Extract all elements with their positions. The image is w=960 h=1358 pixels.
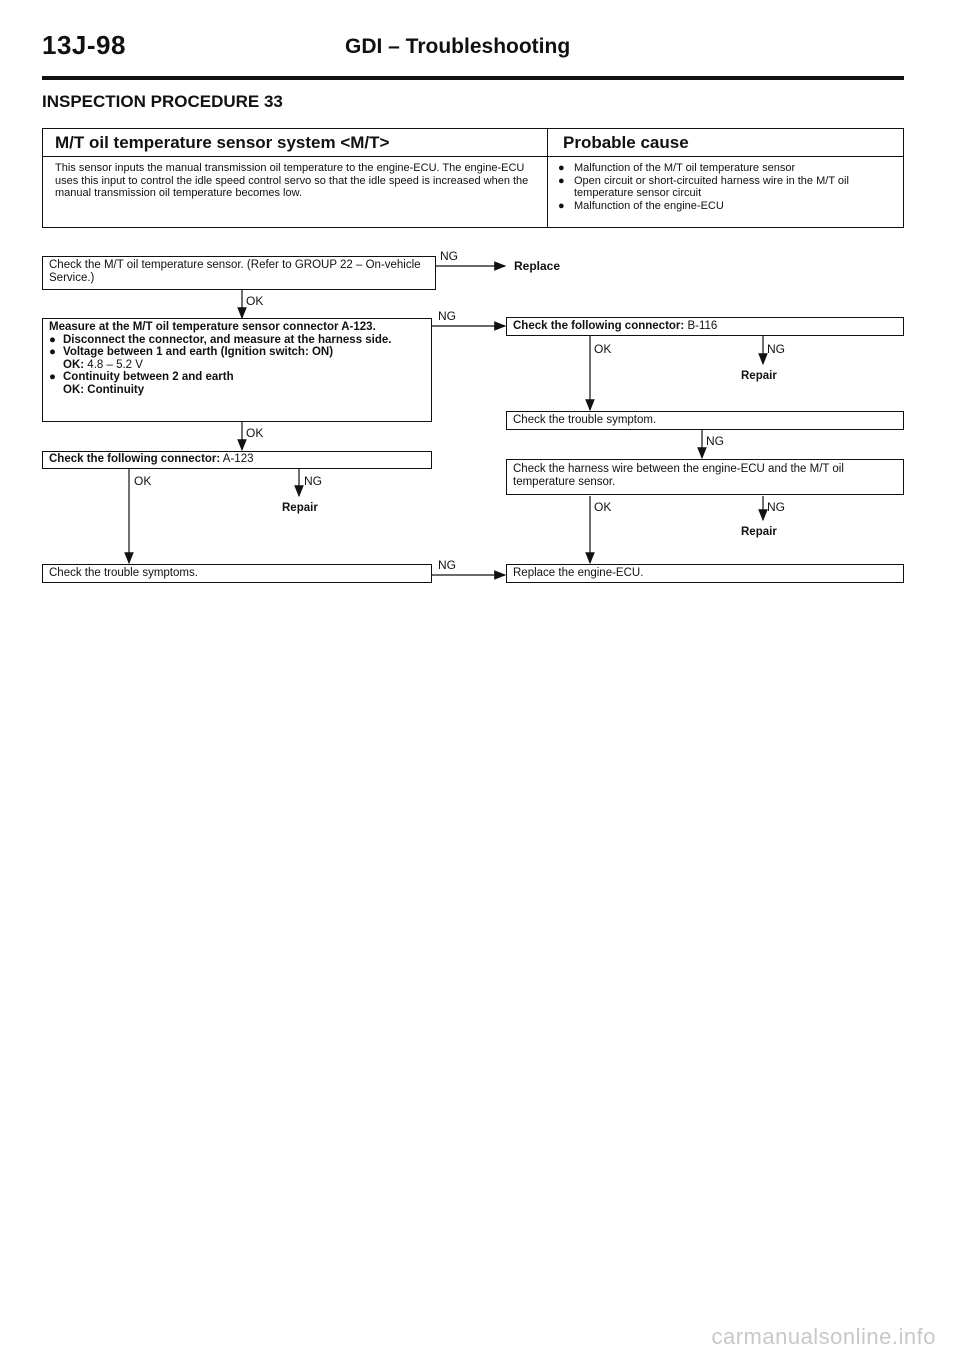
ok-label: OK xyxy=(246,294,264,308)
ng-label: NG xyxy=(706,434,724,448)
check-connector-a123-step: Check the following connector: A-123 xyxy=(42,451,432,469)
watermark: carmanualsonline.info xyxy=(711,1324,936,1349)
ng-label: NG xyxy=(767,500,785,514)
procedure-title: INSPECTION PROCEDURE 33 xyxy=(42,92,283,111)
cause-item: ● Open circuit or short-circuited harness wire in the M/T oil temperature sensor circuit xyxy=(558,174,849,199)
check-harness-step: Check the harness wire between the engine-ECU and the M/T oil temperature sensor. xyxy=(506,459,904,495)
check-trouble-symptoms-step: Check the trouble symptoms. xyxy=(42,564,432,583)
system-heading: M/T oil temperature sensor system <M/T> xyxy=(43,129,548,157)
cause-item: ● Malfunction of the engine-ECU xyxy=(558,199,724,212)
ok-label: OK xyxy=(594,342,612,356)
section-title: GDI – Troubleshooting xyxy=(345,35,571,58)
ok-criterion: OK: Continuity xyxy=(63,383,145,396)
bullet-item: ● Continuity between 2 and earth xyxy=(49,371,234,383)
check-connector-b116-step: Check the following connector: B-116 xyxy=(506,317,904,336)
measure-title: Measure at the M/T oil temperature sensor connector A-123. xyxy=(49,321,376,333)
page-number: 13J-98 xyxy=(42,30,126,60)
bullet-item: ● Disconnect the connector, and measure at the harness side. xyxy=(49,333,392,346)
replace-label: Replace xyxy=(514,259,561,273)
replace-ecu-step: Replace the engine-ECU. xyxy=(506,564,904,583)
probable-cause-heading: Probable cause xyxy=(548,129,903,157)
ok-label: OK xyxy=(246,426,264,440)
check-trouble-symptom-step: Check the trouble symptom. xyxy=(506,411,904,430)
ng-label: NG xyxy=(438,309,456,323)
repair-label: Repair xyxy=(741,526,777,538)
cause-item: ● Malfunction of the M/T oil temperature sensor xyxy=(558,162,796,174)
ok-criterion: OK: 4.8 – 5.2 V xyxy=(63,358,143,371)
repair-label: Repair xyxy=(741,370,777,382)
repair-label: Repair xyxy=(282,502,318,514)
ng-label: NG xyxy=(440,249,458,263)
bullet-item: ● Voltage between 1 and earth (Ignition switch: ON) xyxy=(49,346,334,358)
ng-label: NG xyxy=(304,474,322,488)
system-description: This sensor inputs the manual transmission oil temperature to the engine-ECU. The engine-ECU uses this input to control the idle speed control servo so that the idle speed is increased when the manual transmission oil temperature becomes low. xyxy=(43,157,548,227)
ng-label: NG xyxy=(767,342,785,356)
ok-label: OK xyxy=(134,474,152,488)
measure-connector-step xyxy=(42,318,432,422)
check-sensor-step: Check the M/T oil temperature sensor. (Refer to GROUP 22 – On-vehicle Service.) xyxy=(42,256,436,290)
ng-label: NG xyxy=(438,558,456,572)
ok-label: OK xyxy=(594,500,612,514)
